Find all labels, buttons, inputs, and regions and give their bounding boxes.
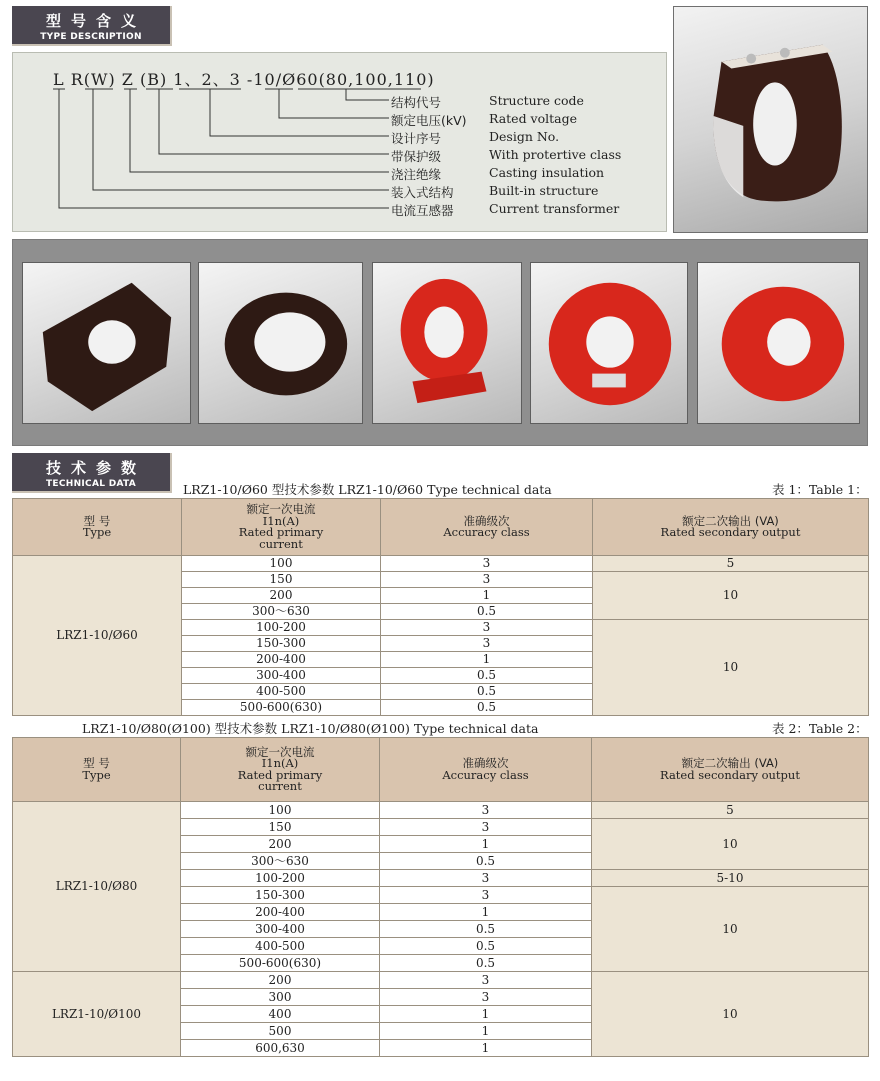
t2-cur-10: 200 [181, 972, 380, 989]
t1-cur-6: 200-400 [182, 652, 381, 668]
t1-head-cur-en2: current [259, 536, 303, 551]
t1-head-acc-en: Accuracy class [443, 525, 530, 539]
t1-acc-5: 3 [381, 636, 593, 652]
type-description-header-en: TYPE DESCRIPTION [40, 32, 142, 42]
type-description-header [12, 6, 172, 46]
transformer-red-flange-illustration [531, 263, 687, 423]
product-photo-5 [697, 262, 860, 424]
t2-out-1: 10 [592, 819, 869, 870]
t1-out-0: 5 [593, 556, 869, 572]
t2-cur-4: 100-200 [181, 870, 380, 887]
desc-en-4: Casting insulation [489, 165, 605, 180]
t1-cur-3: 300～630 [182, 604, 381, 620]
t1-head-out-en: Rated secondary output [660, 525, 801, 539]
desc-cn-4: 浇注绝缘 [391, 167, 442, 182]
transformer-brown-1-illustration [23, 263, 190, 423]
t1-acc-3: 0.5 [381, 604, 593, 620]
t2-cur-1: 150 [181, 819, 380, 836]
t2-acc-13: 1 [380, 1023, 592, 1040]
t2-cur-12: 400 [181, 1006, 380, 1023]
t1-cur-2: 200 [182, 588, 381, 604]
t1-head-cur-cn: 额定一次电流 [246, 502, 316, 516]
product-gallery [12, 239, 868, 446]
t1-acc-4: 3 [381, 620, 593, 636]
table1 [12, 498, 869, 716]
t1-cur-5: 150-300 [182, 636, 381, 652]
t2-cur-11: 300 [181, 989, 380, 1006]
t2-acc-4: 3 [380, 870, 592, 887]
t2-cur-2: 200 [181, 836, 380, 853]
table-row [13, 556, 869, 572]
t2-acc-14: 1 [380, 1040, 592, 1057]
t2-head-acc-cn: 准确级次 [462, 756, 509, 770]
product-photo-main [673, 6, 868, 233]
desc-cn-1: 额定电压(kV) [391, 113, 467, 128]
t2-acc-11: 3 [380, 989, 592, 1006]
technical-data-header [12, 453, 172, 493]
t1-acc-2: 1 [381, 588, 593, 604]
t2-acc-10: 3 [380, 972, 592, 989]
product-photo-4 [530, 262, 688, 424]
technical-data-header-cn: 技术参数 [45, 459, 146, 477]
transformer-brown-illustration [674, 7, 867, 232]
t1-head-cur-sym: I1n(A) [262, 513, 300, 528]
t2-head-cur-en2: current [258, 779, 302, 793]
t1-cur-0: 100 [182, 556, 381, 572]
t2-head-acc-en: Accuracy class [442, 767, 529, 782]
t1-acc-7: 0.5 [381, 668, 593, 684]
t2-cur-5: 150-300 [181, 887, 380, 904]
table2-header-row [13, 738, 869, 802]
desc-cn-3: 带保护级 [391, 149, 442, 164]
desc-en-2: Design No. [489, 129, 560, 144]
t2-head-out-en: Rated secondary output [660, 767, 800, 782]
t2-cur-13: 500 [181, 1023, 380, 1040]
t1-acc-6: 1 [381, 652, 593, 668]
transformer-red-disc-illustration [698, 263, 859, 423]
type-description-panel [12, 52, 667, 232]
t2-head-cur-cn: 额定一次电流 [245, 744, 315, 759]
type-description-header-cn: 型号含义 [45, 12, 146, 30]
t1-acc-9: 0.5 [381, 700, 593, 716]
product-photo-2 [198, 262, 363, 424]
t2-head-type-cn: 型 号 [83, 756, 110, 770]
t2-head-cur-en1: Rated primary [237, 767, 323, 782]
t2-head-type-en: Type [82, 767, 111, 782]
t2-acc-8: 0.5 [380, 938, 592, 955]
t2-cur-6: 200-400 [181, 904, 380, 921]
desc-en-5: Built-in structure [489, 183, 599, 198]
t1-head-type-en: Type [82, 525, 112, 539]
t2-acc-5: 3 [380, 887, 592, 904]
t2-acc-1: 3 [380, 819, 592, 836]
t2-cur-3: 300～630 [181, 853, 380, 870]
desc-en-0: Structure code [489, 93, 584, 108]
desc-en-1: Rated voltage [489, 111, 578, 126]
table2 [12, 737, 869, 1057]
t2-cur-0: 100 [181, 802, 380, 819]
t1-acc-8: 0.5 [381, 684, 593, 700]
t1-cur-1: 150 [182, 572, 381, 588]
table-row [13, 972, 869, 989]
transformer-red-foot-illustration [373, 263, 521, 423]
t2-out-3: 10 [592, 887, 869, 972]
t1-head-type-cn: 型 号 [83, 513, 111, 528]
t1-out-2: 10 [593, 620, 869, 716]
t2-acc-6: 1 [380, 904, 592, 921]
t2-cur-14: 600,630 [181, 1040, 380, 1057]
t2-head-out-cn: 额定二次输出 (VA) [681, 756, 779, 770]
t2-out-4: 10 [592, 972, 869, 1057]
t1-head-out-cn: 额定二次输出 (VA) [682, 513, 779, 528]
t2-acc-0: 3 [380, 802, 592, 819]
t2-cur-9: 500-600(630) [181, 955, 380, 972]
table1-label: 表 1：Table 1： [772, 482, 868, 497]
desc-cn-0: 结构代号 [391, 95, 442, 110]
t2-head-cur-sym: I1n(A) [261, 756, 299, 770]
desc-cn-5: 装入式结构 [391, 185, 454, 200]
table-row [13, 802, 869, 819]
t2-acc-2: 1 [380, 836, 592, 853]
t1-cur-8: 400-500 [182, 684, 381, 700]
t1-acc-0: 3 [381, 556, 593, 572]
t2-cur-8: 400-500 [181, 938, 380, 955]
t2-acc-3: 0.5 [380, 853, 592, 870]
t1-cur-7: 300-400 [182, 668, 381, 684]
t1-cur-4: 100-200 [182, 620, 381, 636]
t2-out-0: 5 [592, 802, 869, 819]
t1-head-acc-cn: 准确级次 [463, 513, 510, 528]
product-photo-3 [372, 262, 522, 424]
table1-caption: LRZ1-10/Ø60 型技术参数 LRZ1-10/Ø60 Type technical data [183, 482, 552, 497]
technical-data-header-en: TECHNICAL DATA [45, 479, 137, 489]
t2-acc-9: 0.5 [380, 955, 592, 972]
t2-type-b: LRZ1-10/Ø100 [13, 972, 181, 1057]
desc-en-6: Current transformer [489, 201, 620, 216]
t2-acc-12: 1 [380, 1006, 592, 1023]
model-code: L R(W) Z (B) 1、2、3 -10/Ø60(80,100,110) [53, 70, 435, 89]
desc-cn-6: 电流互感器 [391, 203, 454, 218]
t1-acc-1: 3 [381, 572, 593, 588]
t2-acc-7: 0.5 [380, 921, 592, 938]
product-photo-1 [22, 262, 191, 424]
desc-en-3: With protertive class [489, 147, 622, 162]
table2-caption: LRZ1-10/Ø80(Ø100) 型技术参数 LRZ1-10/Ø80(Ø100) Type technical data [82, 721, 539, 736]
t1-type: LRZ1-10/Ø60 [13, 556, 182, 716]
t1-cur-9: 500-600(630) [182, 700, 381, 716]
t2-cur-7: 300-400 [181, 921, 380, 938]
t1-head-cur-en1: Rated primary [238, 525, 324, 539]
desc-cn-2: 设计序号 [391, 131, 442, 146]
t2-out-2: 5-10 [592, 870, 869, 887]
t2-type-a: LRZ1-10/Ø80 [13, 802, 181, 972]
transformer-brown-2-illustration [199, 263, 362, 423]
table1-header-row [13, 499, 869, 556]
t1-out-1: 10 [593, 572, 869, 620]
table2-label: 表 2：Table 2： [772, 721, 868, 736]
